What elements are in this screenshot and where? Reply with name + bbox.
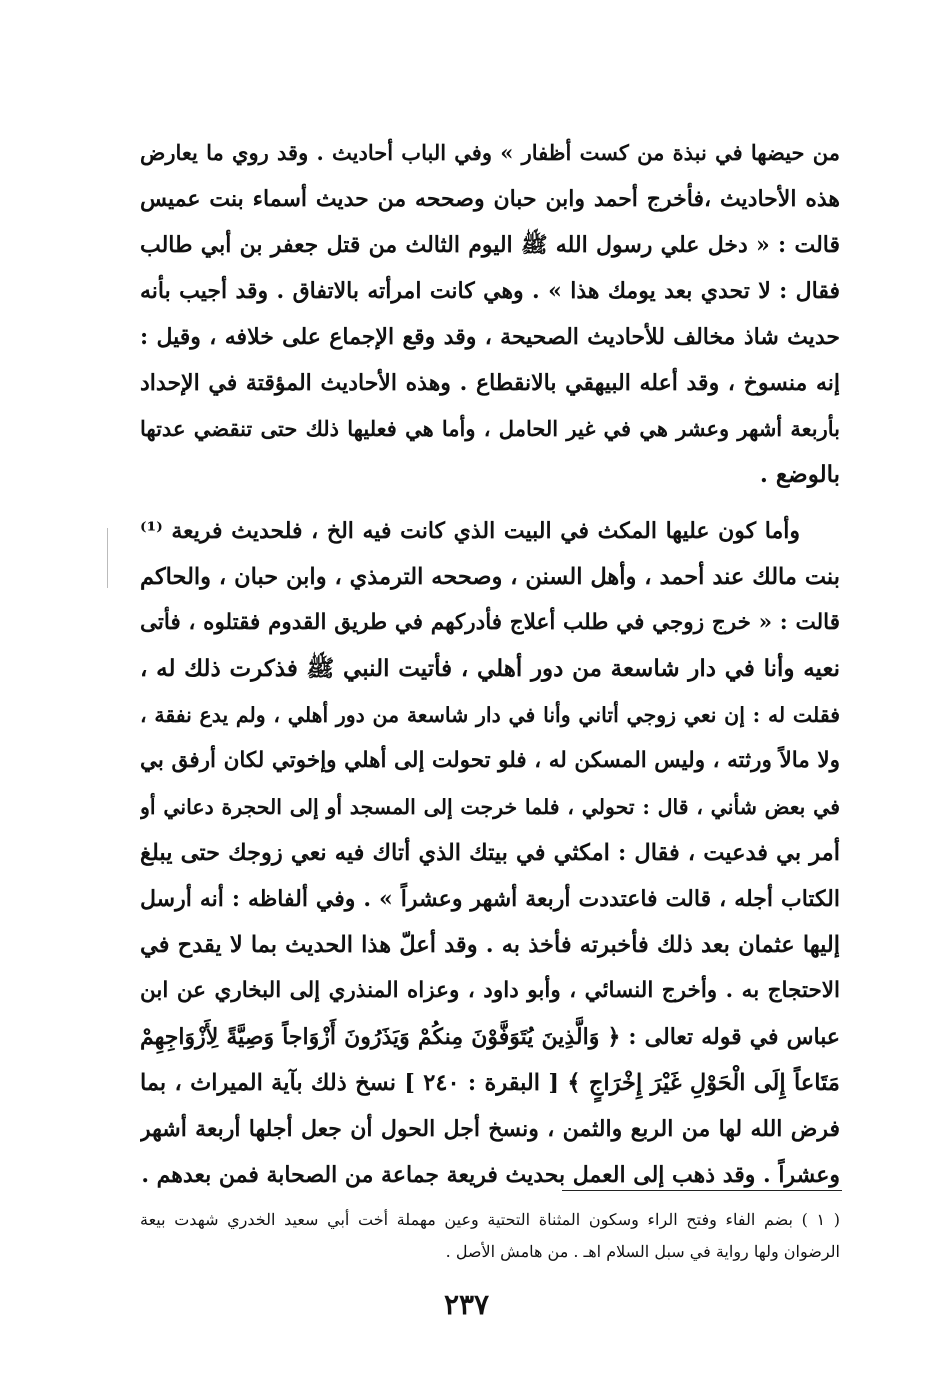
paragraph-gap [140,498,840,508]
text-line: فقال : لا تحدي بعد يومك هذا » . وهي كانت امرأته بالاتفاق . وقد أجيب بأنه [140,278,840,304]
footnote-line: ( ١ ) بضم الفاء وفتح الراء وسكون المثناة التحتية وعين مهملة أخت أبي سعيد الخدري شهدت بيعة [140,1210,840,1229]
footnote-divider [562,1190,842,1191]
page-number: ٢٣٧ [443,1288,490,1321]
text-line: وعشراً . وقد ذهب إلى العمل بحديث فريعة جماعة من الصحابة فمن بعدهم . [141,1162,840,1188]
text-line: حديث شاذ مخالف للأحاديث الصحيحة ، وقد وقع الإجماع على خلافه ، وقيل : [140,324,840,350]
text-line: الاحتجاج به . وأخرج النسائي ، وأبو داود ، وعزاه المنذري إلى البخاري عن ابن [140,978,840,1003]
text-line: إنه منسوخ ، وقد أعله البيهقي بالانقطاع . وهذه الأحاديث المؤقتة في الإحداد [140,370,840,396]
text-line: وأما كون عليها المكث في البيت الذي كانت فيه الخ ، فلحديث فريعة ⁽¹⁾ [140,518,800,544]
text-line: قالت : « خرج زوجي في طلب أعلاج فأدركهم في طريق القدوم فقتلوه ، فأتى [140,610,840,635]
footnote-line: الرضوان ولها رواية في سبل السلام اهـ . من هامش الأصل . [445,1242,840,1261]
text-line: ولا مالاً ورثته ، وليس المسكن له ، فلو تحولت إلى أهلي وإخوتي لكان أرفق بي [140,748,840,773]
margin-mark [107,528,108,588]
text-line: فقلت له : إن نعي زوجي أتاني وأنا في دار شاسعة من دور أهلي ، ولم يدع نفقة ، [140,703,840,727]
text-line: بالوضع . [759,461,840,488]
text-line: عباس في قوله تعالى : ﴿ وَالَّذِينَ يُتَوَفَّوْنَ مِنكُمْ وَيَذَرُونَ أَزْوَاجاً وَصِيَّةً لِأَزْوَاجِهِمْ [140,1024,840,1050]
text-line: قالت : « دخل علي رسول الله ﷺ اليوم الثالث من قتل جعفر بن أبي طالب [140,232,840,258]
text-line: بأربعة أشهر وعشر هي في غير الحامل ، وأما هي فعليها ذلك حتى تنقضي عدتها [140,416,840,441]
text-line: فرض الله لها من الربع والثمن ، ونسخ أجل الحول أن جعل أجلها أربعة أشهر [140,1116,840,1142]
text-line: بنت مالك عند أحمد ، وأهل السنن ، وصححه الترمذي ، وابن حبان ، والحاكم [140,564,840,590]
paragraph-2 [140,508,840,1198]
main-text [140,130,840,1198]
text-line: الكتاب أجله ، قالت فاعتددت أربعة أشهر وعشراً » . وفي ألفاظه : أنه أرسل [140,886,840,912]
text-line: هذه الأحاديث ،فأخرج أحمد وابن حبان وصححه من حديث أسماء بنت عميس [140,186,840,212]
text-line: نعيه وأنا في دار شاسعة من دور أهلي ، فأتيت النبي ﷺ فذكرت ذلك له ، [140,655,840,682]
text-line: مَتَاعاً إِلَى الْحَوْلِ غَيْرَ إِخْرَاجٍ ﴾ [ البقرة : ٢٤٠ ] نسخ ذلك بآية الميراث ، بما [140,1070,840,1096]
paragraph-1 [140,130,840,498]
text-line: من حيضها في نبذة من كست أظفار » وفي الباب أحاديث . وقد روي ما يعارض [140,140,840,165]
text-line: في بعض شأني ، قال : تحولي ، فلما خرجت إلى المسجد أو إلى الحجرة دعاني أو [140,795,840,819]
footnotes [140,1204,840,1268]
text-line: أمر بي فدعيت ، فقال : امكثي في بيتك الذي أتاك فيه نعي زوجك حتى يبلغ [140,840,840,866]
text-line: إليها عثمان بعد ذلك فأخبرته فأخذ به . وقد أعلّ هذا الحديث بما لا يقدح في [140,932,840,958]
